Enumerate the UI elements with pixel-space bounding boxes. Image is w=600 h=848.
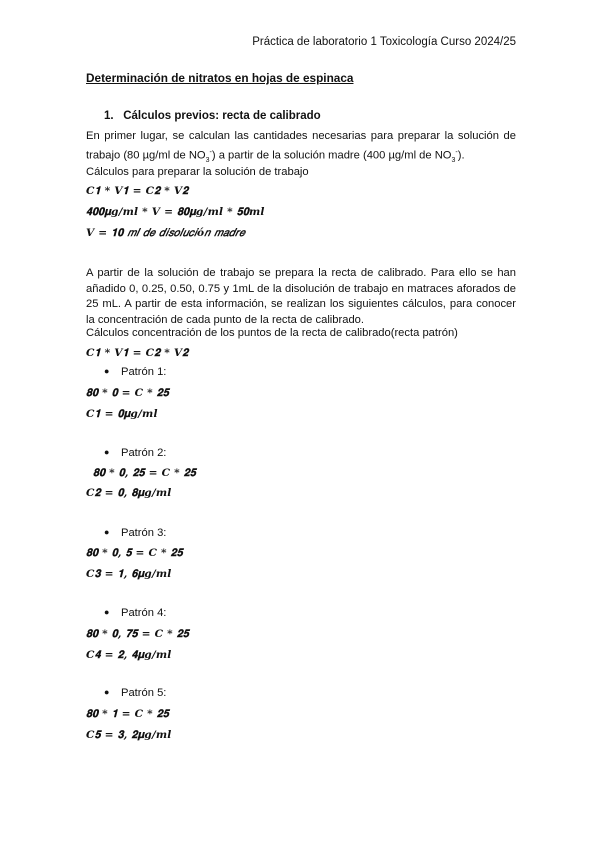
patron-4-label: Patrón 4:	[121, 607, 167, 619]
calc-label-calibration: Cálculos concentración de los puntos de la recta de calibrado(recta patrón)	[86, 327, 458, 339]
patron-3-label: Patrón 3:	[121, 527, 167, 539]
patron-3-item	[104, 527, 166, 539]
intro-text: En primer lugar, se calculan las cantidades necesarias para preparar la solución de trabajo (80 µg/ml de NO	[86, 130, 516, 162]
calibration-paragraph: A partir de la solución de trabajo se prepara la recta de calibrado. Para ello se han añadido 0, 0.25, 0.50, 0.75 y 1mL de la disolución de trabajo en matraces aforados de 25 mL. A partir de esta información, se realizan los siguientes cálculos, para conocer la concentración de cada punto de la recta de calibrado.	[86, 267, 516, 326]
patron-4-result: 𝑪𝟒 = 𝟐, 𝟒𝛍𝒈/𝒎𝒍	[86, 649, 172, 661]
patron-3-result: 𝑪𝟑 = 𝟏, 𝟔𝛍𝒈/𝒎𝒍	[86, 568, 172, 580]
section-heading	[104, 110, 321, 122]
equation-result-volume: 𝑽 = 𝟏𝟎 𝑚𝑙 𝑑𝑒 𝑑𝑖𝑠𝑜𝑙𝑢𝑐𝑖ó𝑛 𝑚𝑎𝑑𝑟𝑒	[86, 227, 245, 239]
patron-2-label: Patrón 2:	[121, 447, 167, 459]
intro-subscript-1: 3	[205, 156, 210, 164]
patron-5-label: Patrón 5:	[121, 687, 167, 699]
patron-2-item	[104, 447, 166, 459]
patron-4-item	[104, 607, 166, 619]
section-number: 1.	[104, 110, 114, 122]
equation-c1v1: 𝑪𝟏 * 𝑽𝟏 = 𝑪𝟐 * 𝑽𝟐	[86, 185, 189, 197]
patron-1-result: 𝑪𝟏 = 𝟎𝛍𝒈/𝒎𝒍	[86, 408, 158, 420]
bullet-dot-icon: ●	[104, 607, 110, 617]
patron-5-equation: 𝟖𝟎 * 𝟏 = 𝑪 * 𝟐𝟓	[86, 708, 169, 720]
intro-subscript-2: 3	[451, 156, 456, 164]
page-header: Práctica de laboratorio 1 Toxicología Curso 2024/25	[252, 36, 516, 48]
intro-superscript-1: -	[209, 148, 212, 156]
equation-work-volume: 𝟒𝟎𝟎𝛍𝒈/𝒎𝒍 * 𝑽 = 𝟖𝟎𝛍𝒈/𝒎𝒍 * 𝟓𝟎𝒎𝒍	[86, 206, 265, 218]
section-title: Cálculos previos: recta de calibrado	[123, 110, 321, 122]
patron-1-equation: 𝟖𝟎 * 𝟎 = 𝑪 * 𝟐𝟓	[86, 387, 169, 399]
patron-3-equation: 𝟖𝟎 * 𝟎, 𝟓 = 𝑪 * 𝟐𝟓	[86, 547, 183, 559]
intro-end-text: ).	[457, 149, 465, 162]
intro-superscript-2: -	[455, 148, 458, 156]
calc-label-work: Cálculos para preparar la solución de trabajo	[86, 166, 309, 178]
patron-2-equation: 𝟖𝟎 * 𝟎, 𝟐𝟓 = 𝑪 * 𝟐𝟓	[93, 467, 196, 479]
patron-1-item	[104, 366, 166, 378]
equation-c1v1-calibration: 𝑪𝟏 * 𝑽𝟏 = 𝑪𝟐 * 𝑽𝟐	[86, 347, 189, 359]
bullet-dot-icon: ●	[104, 687, 110, 697]
patron-1-label: Patrón 1:	[121, 366, 167, 378]
document-title: Determinación de nitratos en hojas de espinaca	[86, 71, 354, 85]
patron-5-result: 𝑪𝟓 = 𝟑, 𝟐𝛍𝒈/𝒎𝒍	[86, 729, 172, 741]
intro-mid-text: ) a partir de la solución madre (400 µg/ml de NO	[211, 149, 452, 162]
bullet-dot-icon: ●	[104, 447, 110, 457]
patron-2-result: 𝑪𝟐 = 𝟎, 𝟖𝛍𝒈/𝒎𝒍	[86, 487, 172, 499]
intro-paragraph	[86, 129, 516, 168]
bullet-dot-icon: ●	[104, 527, 110, 537]
bullet-dot-icon: ●	[104, 366, 110, 376]
patron-5-item	[104, 687, 166, 699]
patron-4-equation: 𝟖𝟎 * 𝟎, 𝟕𝟓 = 𝑪 * 𝟐𝟓	[86, 628, 189, 640]
